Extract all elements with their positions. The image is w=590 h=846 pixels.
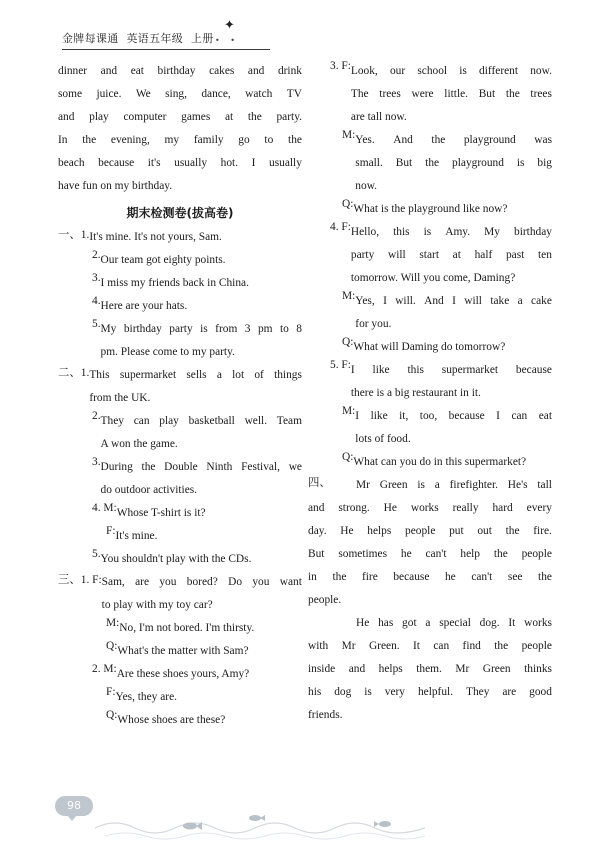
item-number: 四、 <box>308 477 331 489</box>
text-line: have fun on my birthday. <box>58 180 173 192</box>
text-line: people. <box>308 594 342 606</box>
fish-icon <box>249 815 265 821</box>
header-divider <box>62 49 270 50</box>
item-number: 三、1. F: <box>58 574 102 586</box>
answer-item <box>342 405 552 451</box>
item-number: 2. <box>92 410 101 422</box>
text-line: friends. <box>308 709 343 721</box>
item-number: 二、1. <box>58 367 90 379</box>
text-line: What can you do in this supermarket? <box>353 456 527 468</box>
text-line: Yes, I will. And I will take a cake <box>355 295 552 307</box>
item-number: 4. M: <box>92 502 117 514</box>
item-number: F: <box>106 686 116 698</box>
text-line: The trees were little. But the trees <box>350 88 552 100</box>
answer-item <box>342 198 552 221</box>
text-line: My birthday party is from 3 pm to 8 <box>100 323 302 335</box>
text-line: from the UK. <box>89 392 151 404</box>
text-line: Our team got eighty points. <box>100 254 226 266</box>
answer-item <box>330 359 552 405</box>
section-title: 期末检测卷(拔高卷) <box>126 206 234 220</box>
answer-item <box>92 502 302 525</box>
text-line: Whose shoes are these? <box>117 714 226 726</box>
text-line: now. <box>355 180 378 192</box>
answer-item <box>92 272 302 295</box>
item-number: Q: <box>342 336 354 348</box>
page-header <box>62 30 214 46</box>
text-line: and play computer games at the party. <box>58 111 302 123</box>
answer-item <box>92 295 302 318</box>
item-number: 一、1. <box>58 229 90 241</box>
item-number: 3. F: <box>330 60 351 72</box>
page-number: 98 <box>67 799 81 812</box>
item-number: 4. <box>92 295 101 307</box>
text-line: In the evening, my family go to the <box>58 134 302 146</box>
text-line: Are these shoes yours, Amy? <box>116 668 250 680</box>
item-number: 5. F: <box>330 359 351 371</box>
text-line: No, I'm not bored. I'm thirsty. <box>119 622 255 634</box>
item-number: M: <box>342 129 356 141</box>
text-line: are tall now. <box>350 111 407 123</box>
text-line: What's the matter with Sam? <box>117 645 249 657</box>
text-line: with Mr Green. It can find the people <box>308 640 552 652</box>
text-line: They can play basketball well. Team <box>100 415 302 427</box>
text-line: pm. Please come to my party. <box>100 346 235 358</box>
answer-item <box>106 640 302 663</box>
text-line: and strong. He works really hard every <box>308 502 552 514</box>
text-line: Mr Green is a firefighter. He's tall <box>356 479 552 491</box>
item-number: 2. M: <box>92 663 117 675</box>
text-line: I like this supermarket because <box>350 364 552 376</box>
text-line: in the fire because he can't see the <box>308 571 552 583</box>
decorative-dots: • • <box>215 36 239 45</box>
answer-item <box>330 221 552 290</box>
answer-item <box>106 709 302 732</box>
text-line: party will start at half past ten <box>350 249 552 261</box>
answer-item <box>308 612 552 727</box>
item-number: M: <box>106 617 120 629</box>
text-line: What is the playground like now? <box>353 203 508 215</box>
item-number: Q: <box>106 640 118 652</box>
answer-item <box>92 318 302 364</box>
answer-item <box>342 129 552 198</box>
text-line: for you. <box>355 318 392 330</box>
text-line: During the Double Ninth Festival, we <box>100 461 302 473</box>
text-line: dinner and eat birthday cakes and drink <box>58 65 302 77</box>
item-number: 3. <box>92 272 101 284</box>
text-line: Look, our school is different now. <box>350 65 552 77</box>
item-number: M: <box>342 290 356 302</box>
text-line: Sam, are you bored? Do you want <box>101 576 302 588</box>
text-line: It's mine. It's not yours, Sam. <box>89 231 222 243</box>
text-line: inside and helps them. Mr Green thinks <box>308 663 552 675</box>
text-line: I like it, too, because I can eat <box>355 410 552 422</box>
answer-item <box>342 336 552 359</box>
text-line: there is a big restaurant in it. <box>350 387 481 399</box>
text-line: But sometimes he can't help the people <box>308 548 552 560</box>
item-number: Q: <box>342 198 354 210</box>
answer-item <box>58 226 302 249</box>
item-number: 3. <box>92 456 101 468</box>
text-line: You shouldn't play with the CDs. <box>100 553 252 565</box>
answer-item <box>342 451 552 474</box>
fish-icon <box>374 821 391 827</box>
item-number: 2. <box>92 249 101 261</box>
item-number: 4. F: <box>330 221 351 233</box>
footer-wave-decoration <box>95 800 425 842</box>
text-line: day. He helps people put out the fire. <box>308 525 552 537</box>
left-column <box>58 60 302 732</box>
answer-item <box>92 249 302 272</box>
text-line: do outdoor activities. <box>100 484 198 496</box>
answer-item <box>106 686 302 709</box>
text-line: beach because it's usually hot. I usually <box>58 157 302 169</box>
text-line: What will Daming do tomorrow? <box>353 341 506 353</box>
item-number: Q: <box>106 709 118 721</box>
text-line: This supermarket sells a lot of things <box>89 369 302 381</box>
book-volume: 上册 <box>191 32 214 45</box>
answer-item <box>58 364 302 410</box>
text-line: I miss my friends back in China. <box>100 277 249 289</box>
item-number: 5. <box>92 548 101 560</box>
answer-item <box>92 456 302 502</box>
text-line: Yes. And the playground was <box>355 134 552 146</box>
answer-item <box>106 617 302 640</box>
item-number: Q: <box>342 451 354 463</box>
sparkle-star-icon: ✦ <box>224 18 235 33</box>
text-line: Whose T-shirt is it? <box>116 507 206 519</box>
right-column <box>308 60 552 727</box>
text-line: It's mine. <box>115 530 158 542</box>
item-number: M: <box>342 405 356 417</box>
text-line: small. But the playground is big <box>355 157 552 169</box>
answer-item <box>58 60 302 198</box>
answer-item <box>92 663 302 686</box>
book-series-title: 金牌每课通 <box>62 32 119 45</box>
text-line: to play with my toy car? <box>101 599 213 611</box>
text-line: his dog is very helpful. They are good <box>308 686 552 698</box>
answer-item <box>92 548 302 571</box>
answer-item <box>330 60 552 129</box>
text-line: Yes, they are. <box>115 691 177 703</box>
text-line: tomorrow. Will you come, Daming? <box>350 272 516 284</box>
text-line: He has got a special dog. It works <box>356 617 552 629</box>
answer-item <box>106 525 302 548</box>
page-number-badge <box>55 796 93 816</box>
answer-item <box>308 474 552 612</box>
answer-item <box>92 410 302 456</box>
text-line: some juice. We sing, dance, watch TV <box>58 88 302 100</box>
answer-item <box>58 571 302 617</box>
book-subject: 英语五年级 <box>126 32 183 45</box>
item-number: F: <box>106 525 116 537</box>
text-line: Here are your hats. <box>100 300 188 312</box>
text-line: Hello, this is Amy. My birthday <box>350 226 552 238</box>
text-line: A won the game. <box>100 438 178 450</box>
answer-item <box>342 290 552 336</box>
text-line: lots of food. <box>355 433 411 445</box>
item-number: 5. <box>92 318 101 330</box>
